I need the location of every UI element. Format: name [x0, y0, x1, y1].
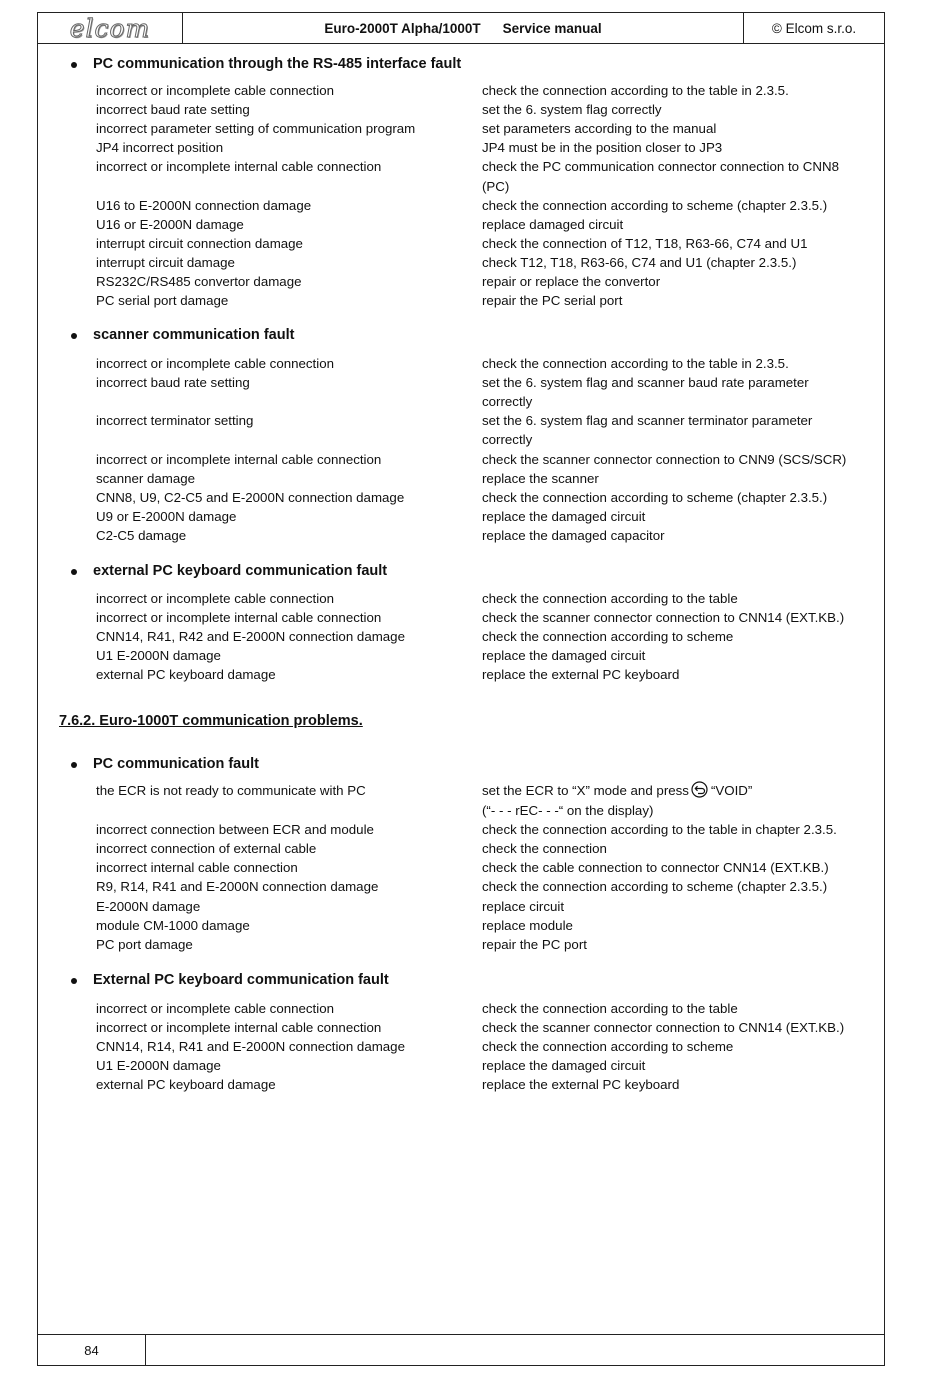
fault-cause: the ECR is not ready to communicate with PC	[96, 783, 366, 798]
fault-cause: incorrect or incomplete internal cable connection	[96, 610, 382, 626]
fault-cause: incorrect internal cable connection	[96, 860, 298, 876]
scanner-fault-title: scanner communication fault	[93, 327, 295, 343]
fault-cause: incorrect or incomplete internal cable connection	[96, 451, 382, 467]
fault-cause: RS232C/RS485 convertor damage	[96, 274, 302, 289]
fault-cause: incorrect baud rate setting	[96, 102, 250, 118]
fault-cause: R9, R14, R41 and E-2000N connection damage	[96, 879, 379, 895]
ext-pc-keyboard-fault-title: External PC keyboard communication fault	[93, 972, 389, 988]
fault-cause: incorrect baud rate setting	[96, 375, 250, 391]
fault-cause: U1 E-2000N damage	[96, 1058, 221, 1074]
fault-remedy: check the scanner connector connection to CNN9 (SCS/SCR)	[482, 451, 847, 467]
fault-remedy: replace circuit	[482, 898, 565, 914]
fault-cause: CNN14, R41, R42 and E-2000N connection damage	[96, 629, 405, 645]
fault-cause: CNN14, R14, R41 and E-2000N connection damage	[96, 1039, 405, 1055]
fault-remedy: replace the scanner	[482, 470, 599, 486]
fault-cause: U9 or E-2000N damage	[96, 508, 237, 524]
fault-cause: interrupt circuit damage	[96, 254, 235, 270]
logo-text: elcom	[69, 13, 151, 43]
fault-remedy: check the scanner connector connection to CNN14 (EXT.KB.)	[482, 1020, 845, 1036]
scanner-fault-bullet	[68, 330, 80, 342]
void-key-icon	[691, 781, 708, 798]
fault-cause: scanner damage	[96, 470, 196, 486]
fault-cause: incorrect or incomplete cable connection	[96, 356, 334, 371]
fault-cause: incorrect parameter setting of communication program	[96, 121, 416, 137]
page-footer	[38, 1334, 884, 1365]
copyright: © Elcom s.r.o.	[771, 20, 857, 36]
fault-cause: incorrect or incomplete cable connection	[96, 591, 334, 606]
fault-cause: incorrect or incomplete internal cable connection	[96, 159, 382, 175]
fault-cause: U16 to E-2000N connection damage	[96, 197, 312, 213]
fault-remedy: correctly	[482, 394, 533, 410]
page-header	[38, 13, 884, 44]
fault-cause: CNN8, U9, C2-C5 and E-2000N connection damage	[96, 489, 405, 505]
fault-remedy: check the connection according to scheme (chapter 2.3.5.)	[482, 879, 828, 895]
fault-cause: incorrect or incomplete cable connection	[96, 83, 334, 98]
fault-remedy: check the connection according to scheme (chapter 2.3.5.)	[482, 489, 828, 505]
fault-remedy: (“- - - rEC- - -“ on the display)	[482, 803, 654, 818]
fault-cause: incorrect or incomplete cable connection	[96, 1001, 334, 1016]
fault-cause: PC port damage	[96, 936, 193, 952]
fault-remedy: (PC)	[482, 178, 510, 194]
fault-remedy: check the connection of T12, T18, R63-66, C74 and U1	[482, 235, 808, 251]
fault-remedy: replace the external PC keyboard	[482, 667, 680, 683]
fault-cause: U16 or E-2000N damage	[96, 216, 244, 232]
fault-remedy: replace damaged circuit	[482, 216, 624, 232]
ext-keyboard-fault-title: external PC keyboard communication fault	[93, 563, 388, 579]
fault-remedy: check T12, T18, R63-66, C74 and U1 (chapter 2.3.5.)	[482, 254, 797, 270]
fault-remedy: set the 6. system flag correctly	[482, 102, 662, 118]
subsection-heading: 7.6.2. Euro-1000T communication problems.	[59, 713, 363, 729]
ext-keyboard-fault-bullet	[68, 566, 80, 578]
fault-remedy: check the scanner connector connection to CNN14 (EXT.KB.)	[482, 610, 845, 626]
fault-remedy: replace the damaged circuit	[482, 508, 646, 524]
fault-remedy: replace the damaged capacitor	[482, 527, 665, 543]
fault-remedy: repair the PC port	[482, 936, 587, 952]
document-title	[183, 13, 744, 43]
page-frame	[37, 12, 885, 1366]
fault-cause: interrupt circuit connection damage	[96, 235, 303, 251]
fault-cause: U1 E-2000N damage	[96, 648, 221, 664]
fault-cause: incorrect connection of external cable	[96, 841, 317, 857]
fault-remedy: repair the PC serial port	[482, 293, 623, 309]
fault-remedy: check the cable connection to connector CNN14 (EXT.KB.)	[482, 860, 829, 876]
fault-remedy: check the connection according to the table	[482, 591, 738, 606]
title-left: Euro-2000T Alpha/1000T	[324, 20, 481, 36]
fault-remedy: check the connection according to scheme	[482, 629, 734, 645]
fault-remedy: set the 6. system flag and scanner terminator parameter	[482, 413, 813, 429]
fault-remedy: check the connection according to scheme (chapter 2.3.5.)	[482, 197, 828, 213]
fault-cause: external PC keyboard damage	[96, 1077, 276, 1093]
fault-remedy: check the connection according to scheme	[482, 1039, 734, 1055]
pc-comm-fault-title: PC communication fault	[93, 756, 259, 772]
fault-remedy: replace the damaged circuit	[482, 1058, 646, 1074]
fault-remedy: repair or replace the convertor	[482, 274, 661, 289]
fault-cause: incorrect terminator setting	[96, 413, 254, 429]
fault-remedy	[482, 781, 882, 800]
fault-cause: external PC keyboard damage	[96, 667, 276, 683]
fault-remedy: check the connection according to the table in chapter 2.3.5.	[482, 822, 837, 838]
title-right: Service manual	[502, 20, 602, 36]
fault-remedy: check the connection according to the table in 2.3.5.	[482, 356, 789, 371]
fault-remedy: set parameters according to the manual	[482, 121, 717, 137]
fault-remedy: set the 6. system flag and scanner baud rate parameter	[482, 375, 809, 391]
fault-cause: PC serial port damage	[96, 293, 229, 309]
fault-remedy: check the PC communication connector connection to CNN8	[482, 159, 839, 175]
fault-cause: C2-C5 damage	[96, 527, 187, 543]
rs485-fault-title: PC communication through the RS-485 interface fault	[93, 56, 462, 72]
fault-cause: E-2000N damage	[96, 898, 201, 914]
fault-remedy: replace the damaged circuit	[482, 648, 646, 664]
remedy-text: set the ECR to “X” mode and press	[482, 783, 689, 798]
fault-remedy: correctly	[482, 432, 533, 448]
fault-remedy: check the connection	[482, 841, 607, 857]
pc-comm-fault-bullet	[68, 759, 80, 771]
rs485-fault-bullet	[68, 59, 80, 71]
fault-remedy: check the connection according to the table in 2.3.5.	[482, 83, 789, 98]
elcom-logo	[38, 13, 183, 43]
fault-remedy: JP4 must be in the position closer to JP3	[482, 140, 723, 156]
fault-cause: JP4 incorrect position	[96, 140, 224, 156]
remedy-text-void: “VOID”	[710, 783, 753, 798]
ext-pc-keyboard-fault-bullet	[68, 975, 80, 987]
fault-remedy: replace module	[482, 917, 573, 933]
fault-cause: incorrect or incomplete internal cable connection	[96, 1020, 382, 1036]
fault-cause: incorrect connection between ECR and module	[96, 822, 374, 838]
fault-remedy: check the connection according to the table	[482, 1001, 738, 1016]
fault-remedy: replace the external PC keyboard	[482, 1077, 680, 1093]
page-number: 84	[38, 1335, 146, 1365]
fault-cause: module CM-1000 damage	[96, 917, 250, 933]
